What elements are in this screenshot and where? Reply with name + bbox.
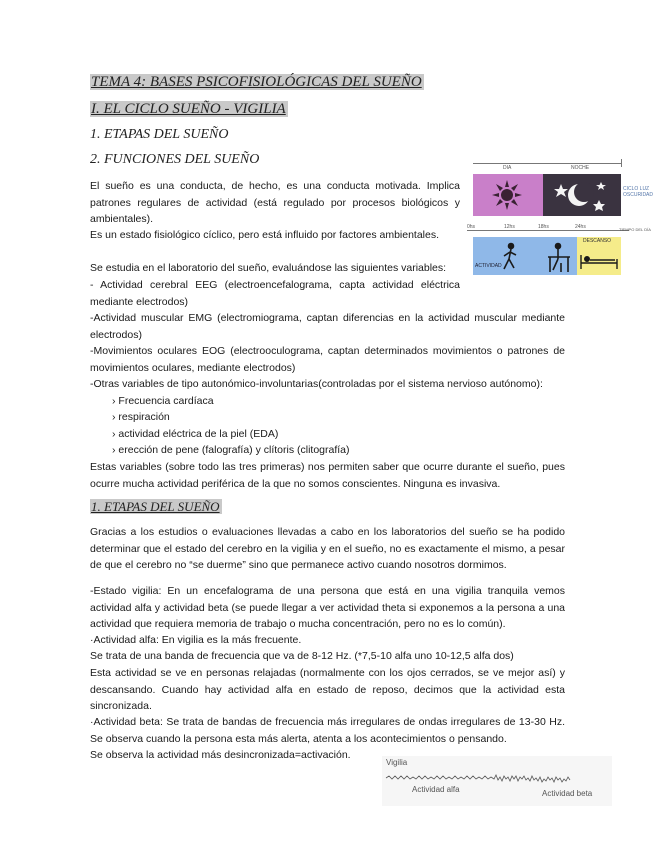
paragraph: -Actividad muscular EMG (electromiograma, captan diferencias en la actividad muscular mediante electrodos): [90, 312, 565, 341]
day-label: DIA: [503, 165, 512, 171]
paragraph: -Estado vigilia: En un encefalograma de una persona que está en una vigilia tranquila vemos actividad alfa y actividad beta (se puede llegar a ver actividad theta si exponemos a la persona a una actividad que requiera memoria de trabajo o mucha concentración, pero no es lo común).: [90, 585, 565, 630]
day-panel: [473, 174, 543, 216]
cycle-side-label: CICLO LUZ OSCURIDAD: [623, 186, 654, 198]
eeg-title: Vigilia: [386, 758, 408, 767]
activity-label: ACTIVIDAD: [475, 263, 502, 269]
rest-label: DESCANSO: [583, 238, 612, 244]
paragraph: Se trata de una banda de frecuencia que va de 8-12 Hz. (*7,5-10 alfa uno 10-12,5 alfa dos): [90, 650, 514, 662]
paragraph: ·Actividad alfa: En vigilia es la más frecuente.: [90, 634, 302, 646]
list-item: › respiración: [112, 411, 170, 423]
subheading-etapas: 1. ETAPAS DEL SUEÑO: [90, 127, 229, 142]
paragraph: ·Actividad beta: Se trata de bandas de frecuencia más irregulares de ondas irregulares de 13-30 Hz. Se observa cuando la persona esta más alerta, atenta a los acontecimientos o pensando.: [90, 716, 565, 745]
activity-icon: [473, 237, 577, 275]
doc-title: TEMA 4: BASES PSICOFISIOLÓGICAS DEL SUEÑO: [91, 74, 422, 90]
subheading-funciones: 2. FUNCIONES DEL SUEÑO: [90, 152, 260, 167]
list-item: › erección de pene (falografía) y clítoris (clitografía): [112, 444, 350, 456]
section-heading-etapas: 1. ETAPAS DEL SUEÑO: [91, 499, 220, 514]
paragraph: El sueño es una conducta, de hecho, es una conducta motivada. Implica patrones regulares de actividad (está regulado por procesos biológicos y ambientales).: [90, 180, 460, 225]
paragraph: Se estudia en el laboratorio del sueño, evaluándose las siguientes variables:: [90, 262, 447, 274]
time-tick: 18hs: [538, 224, 549, 230]
paragraph: Gracias a los estudios o evaluaciones llevadas a cabo en los laboratorios del sueño se ha podido determinar que el estado del cerebro en la vigilia y en el sueño, no es exactamente el mismo, a pesar de que el cerebro no “se duerme” sino que permanece activo cuando nosotros dormimos.: [90, 526, 565, 571]
moon-stars-icon: [543, 174, 621, 216]
rest-panel: [577, 237, 621, 275]
eeg-figure: [382, 756, 612, 806]
eeg-trace: [382, 756, 612, 806]
time-tick: 0hs: [467, 224, 476, 230]
night-label: NOCHE: [571, 165, 590, 171]
paragraph: Esta actividad se ve en personas relajadas (normalmente con los ojos cerrados, se ve mejor así) y descansando. Cuando hay actividad alfa en estado de reposo, decimos que la actividad esta sincronizada.: [90, 667, 565, 712]
paragraph: Estas variables (sobre todo las tres primeras) nos permiten saber que ocurre durante el sueño, pues ocurre mucha actividad periférica de la que no somos conscientes. Ninguna es invasiva.: [90, 461, 565, 490]
section-heading-ciclo: I. EL CICLO SUEÑO - VIGILIA: [91, 101, 286, 117]
time-axis-label: TIEMPO DEL DÍA: [619, 227, 651, 232]
paragraph: -Otras variables de tipo autonómico-involuntarias(controladas por el sistema nervioso autónomo):: [90, 378, 543, 390]
eeg-beta-label: Actividad beta: [542, 789, 593, 798]
paragraph: - Actividad cerebral EEG (electroencefalograma, capta actividad eléctrica mediante electrodos): [90, 279, 460, 308]
time-tick: 24hs: [575, 224, 586, 230]
time-tick: 12hs: [504, 224, 515, 230]
paragraph: -Movimientos oculares EOG (electrooculograma, captan determinados movimientos o patrones de movimientos oculares, mediante electrodos): [90, 345, 565, 374]
list-item: › Frecuencia cardíaca: [112, 395, 214, 407]
sun-icon: [473, 174, 543, 216]
paragraph: Se observa la actividad más desincronizada=activación.: [90, 749, 351, 761]
cycle-figure: [467, 158, 655, 278]
list-item: › actividad eléctrica de la piel (EDA): [112, 428, 279, 440]
paragraph: Es un estado fisiológico cíclico, pero está influido por factores ambientales.: [90, 229, 440, 241]
eeg-alpha-label: Actividad alfa: [412, 785, 460, 794]
activity-panel: [473, 237, 577, 275]
night-panel: [543, 174, 621, 216]
